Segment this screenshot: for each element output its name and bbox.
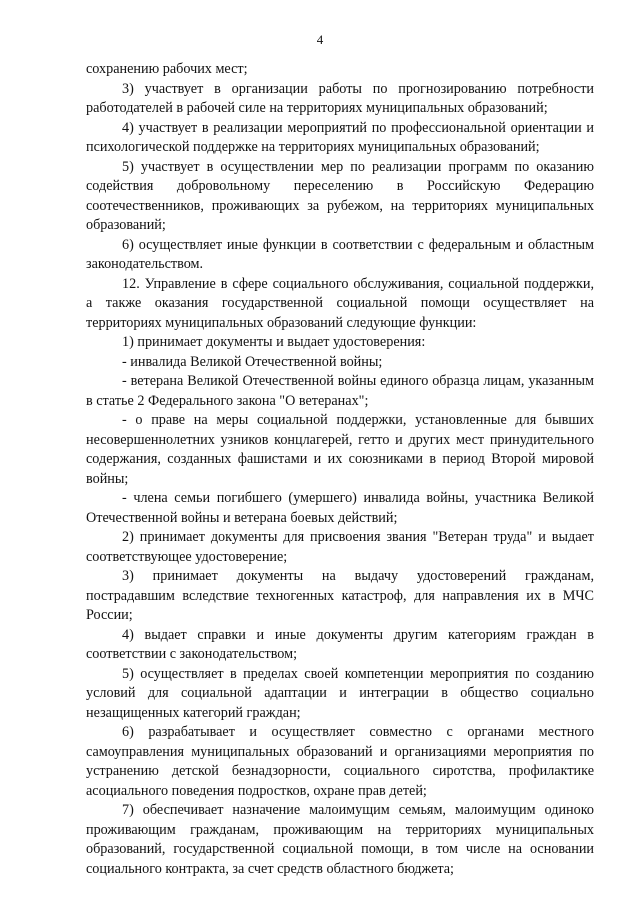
document-body — [86, 60, 594, 879]
paragraph: 6) разрабатывает и осуществляет совместно с органами местного самоуправления муниципальных образований и организациями мероприятия по устранению детской безнадзорности, социального сиротства, профилактике асоциального поведения подростков, охране прав детей; — [86, 724, 594, 799]
page-number: 4 — [316, 32, 324, 47]
paragraph: 1) принимает документы и выдает удостоверения: — [122, 334, 426, 350]
paragraph: 5) участвует в осуществлении мер по реализации программ по оказанию содействия добровольному переселению в Российскую Федерацию соотечественников, проживающих за рубежом, на территориях муниципальных образований; — [86, 158, 594, 233]
paragraph: - ветерана Великой Отечественной войны единого образца лицам, указанным в статье 2 Федерального закона "О ветеранах"; — [86, 373, 594, 409]
paragraph: 7) обеспечивает назначение малоимущим семьям, малоимущим одиноко проживающим гражданам, проживающим на территориях муниципальных образований, государственной социальной помощи, в том числе на основании социального контракта, за счет средств областного бюджета; — [86, 802, 594, 877]
paragraph: 5) осуществляет в пределах своей компетенции мероприятия по созданию условий для социальной адаптации и интеграции в общество социально незащищенных категорий граждан; — [86, 665, 594, 721]
paragraph: 4) участвует в реализации мероприятий по профессиональной ориентации и психологической поддержке на территориях муниципальных образований; — [86, 119, 594, 155]
paragraph: 6) осуществляет иные функции в соответствии с федеральным и областным законодательством. — [86, 236, 594, 272]
paragraph: 4) выдает справки и иные документы другим категориям граждан в соответствии с законодательством; — [86, 626, 594, 662]
paragraph: 3) участвует в организации работы по прогнозированию потребности работодателей в рабочей силе на территориях муниципальных образований; — [86, 80, 594, 116]
paragraph: 3) принимает документы на выдачу удостоверений гражданам, пострадавшим вследствие техногенных катастроф, для направления их в МЧС России; — [86, 568, 594, 623]
paragraph: - члена семьи погибшего (умершего) инвалида войны, участника Великой Отечественной войны и ветерана боевых действий; — [86, 490, 594, 526]
paragraph: - о праве на меры социальной поддержки, установленные для бывших несовершеннолетних узников концлагерей, гетто и других мест принудительного содержания, созданных фашистами и их союзниками в период Второй мировой войны; — [86, 412, 594, 487]
paragraph: сохранению рабочих мест; — [86, 61, 248, 77]
paragraph: 12. Управление в сфере социального обслуживания, социальной поддержки, а также оказания государственной социальной помощи осуществляет на территориях муниципальных образований следующие функции: — [86, 275, 594, 331]
paragraph: 2) принимает документы для присвоения звания "Ветеран труда" и выдает соответствующее удостоверение; — [86, 529, 594, 565]
paragraph: - инвалида Великой Отечественной войны; — [122, 353, 383, 370]
